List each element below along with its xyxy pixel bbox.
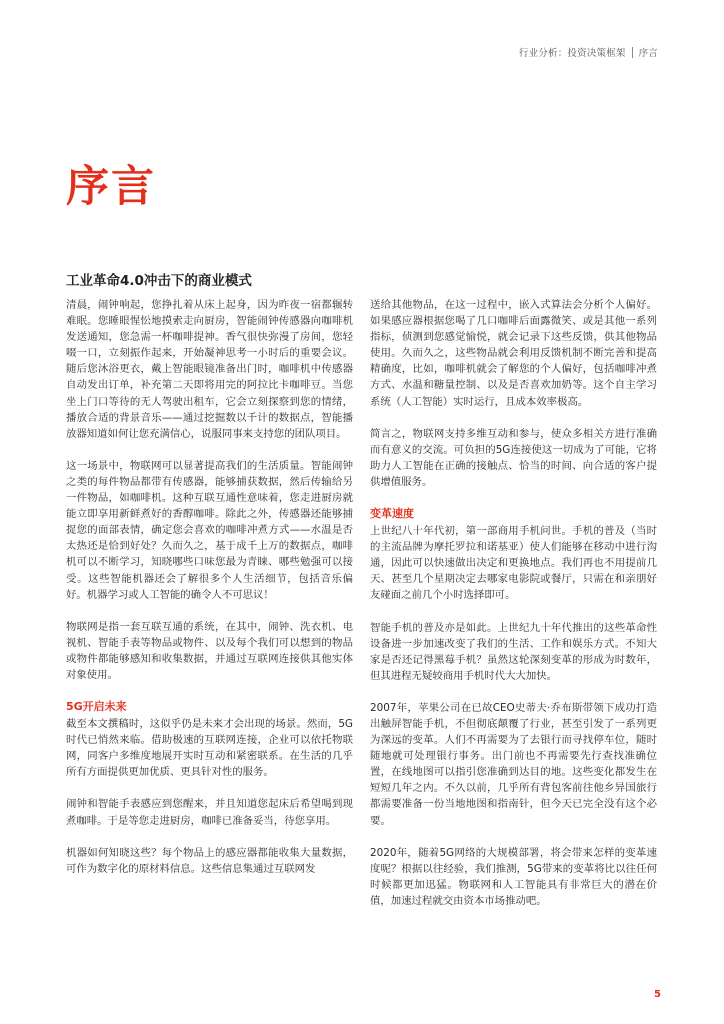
paragraph: 2020年，随着5G网络的大规模部署，将会带来怎样的变革速度呢？根据以往经验，我们推测，5G带来的变革将比以往任何时候都更加迅猛。物联网和人工智能具有非常巨大的潜在价值，加速过程就交由资本市场推动吧。 — [370, 846, 657, 907]
paragraph: 闹钟和智能手表感应到您醒来，并且知道您起床后希望喝到现煮咖啡。于是等您走进厨房，咖啡已准备妥当，待您享用。 — [66, 798, 353, 827]
header-section: 序言 — [638, 48, 658, 59]
subheading-speed: 变革速度 — [370, 507, 414, 521]
paragraph: 这一场景中，物联网可以显著提高我们的生活质量。智能闹钟之类的每件物品都带有传感器，能够捕获数据，然后传输给另一件物品，如咖啡机。这种互联互通性意味着，您走进厨房就能立即享用新鲜煮好的香醇咖啡。除此之外，传感器还能够捕捉您的面部表情，确定您会喜欢的咖啡冲煮方式——水温是否太热还是恰到好处？久而久之，基于成千上万的数据点，咖啡机可以不断学习，知晓哪些口味您最为青睐、哪些勉强可以接受。这些智能机器还会了解很多个人生活细节，包括音乐偏好。机器学习或人工智能的确令人不可思议！ — [66, 459, 353, 601]
paragraph: 智能手机的普及亦是如此。上世纪九十年代推出的这些革命性设备进一步加速改变了我们的生活、工作和娱乐方式。不知大家是否还记得黑莓手机？虽然这轮深刻变革的形成为时数年，但其进程无疑较商用手机时代大大加快。 — [370, 621, 657, 682]
running-header — [519, 45, 658, 59]
subheading-5g: 5G开启未来 — [66, 700, 127, 714]
paragraph: 清晨，闹钟响起，您挣扎着从床上起身，因为昨夜一宿都辗转难眠。您睡眼惺忪地摸索走向厨房，智能闹钟传感器向咖啡机发送通知，您急需一杯咖啡提神。香气很快弥漫了房间，您轻啜一口，立刻振作起来，开始凝神思考一小时后的重要会议。随后您沐浴更衣，戴上智能眼镜准备出门时，咖啡机中传感器自动发出订单，补充第二天即将用完的阿拉比卡咖啡豆。当您坐上门口等待的无人驾驶出租车，它会立刻探察到您的情绪，播放合适的背景音乐——通过挖掘数以千计的数据点，智能播放器知道如何让您充满信心，说服同事来支持您的团队项目。 — [66, 299, 353, 440]
paragraph: 截至本文撰稿时，这似乎仍是未来才会出现的场景。然而，5G时代已悄然来临。借助极速的互联网连接，企业可以依托物联网，同客户多维度地展开实时互动和紧密联系。在生活的几乎所有方面提供更加优质、更具针对性的服务。 — [66, 718, 353, 779]
header-breadcrumb: 行业分析：投资决策框架 — [518, 48, 626, 59]
page-title: 序言 — [66, 162, 156, 212]
paragraph: 送给其他物品，在这一过程中，嵌入式算法会分析个人偏好。如果感应器根据您喝了几口咖啡后面露微笑、或是其他一系列指标，侦测到您感觉愉悦，就会记录下这些反馈，供其他物品使用。久而久之，这些物品就会利用反馈机制不断完善和提高精确度，比如，咖啡机就会了解您的个人偏好，包括咖啡冲煮方式、水温和糖量控制、以及是否喜欢加奶等。这个自主学习系统（人工智能）实时运行，且成本效率极高。 — [370, 299, 657, 408]
paragraph: 上世纪八十年代初，第一部商用手机问世。手机的普及（当时的主流品牌为摩托罗拉和诺基亚）使人们能够在移动中进行沟通，因此可以快速做出决定和更换地点。我们再也不用提前几天、甚至几个星期决定去哪家电影院或餐厅，只需在和亲朋好友碰面之前几个小时选择即可。 — [370, 525, 657, 602]
header-divider — [632, 47, 633, 58]
page-number: 5 — [654, 989, 661, 1000]
paragraph: 机器如何知晓这些？每个物品上的感应器都能收集大量数据，可作为数字化的原材料信息。这些信息集通过互联网发 — [66, 846, 353, 875]
paragraph: 物联网是指一套互联互通的系统，在其中，闹钟、洗衣机、电视机、智能手表等物品或物件、以及每个我们可以想到的物品或物件都能够感知和收集数据，并通过互联网连接供其他实体对象使用。 — [66, 620, 353, 681]
left-column — [66, 297, 353, 893]
right-column — [370, 297, 657, 925]
paragraph: 简言之，物联网支持多维互动和参与，使众多相关方进行准确而有意义的交流。可负担的5G连接使这一切成为了可能，它将助力人工智能在正确的接触点、恰当的时间、向合适的客户提供增值服务。 — [370, 427, 657, 488]
section-heading: 工业革命4.0冲击下的商业模式 — [66, 273, 252, 289]
paragraph: 2007年，苹果公司在已故CEO史蒂夫·乔布斯带领下成功打造出触屏智能手机，不但彻底颠覆了行业，甚至引发了一系列更为深远的变革。人们不再需要为了去银行而寻找停车位，随时随地就可处理银行事务。出门前也不再需要先行查找准确位置，在线地图可以指引您准确到达目的地。这些变化都发生在短短几年之内。不久以前，几乎所有背包客前往他乡异国旅行都需要准备一份当地地图和指南针，但今天已完全没有这个必要。 — [370, 701, 657, 827]
